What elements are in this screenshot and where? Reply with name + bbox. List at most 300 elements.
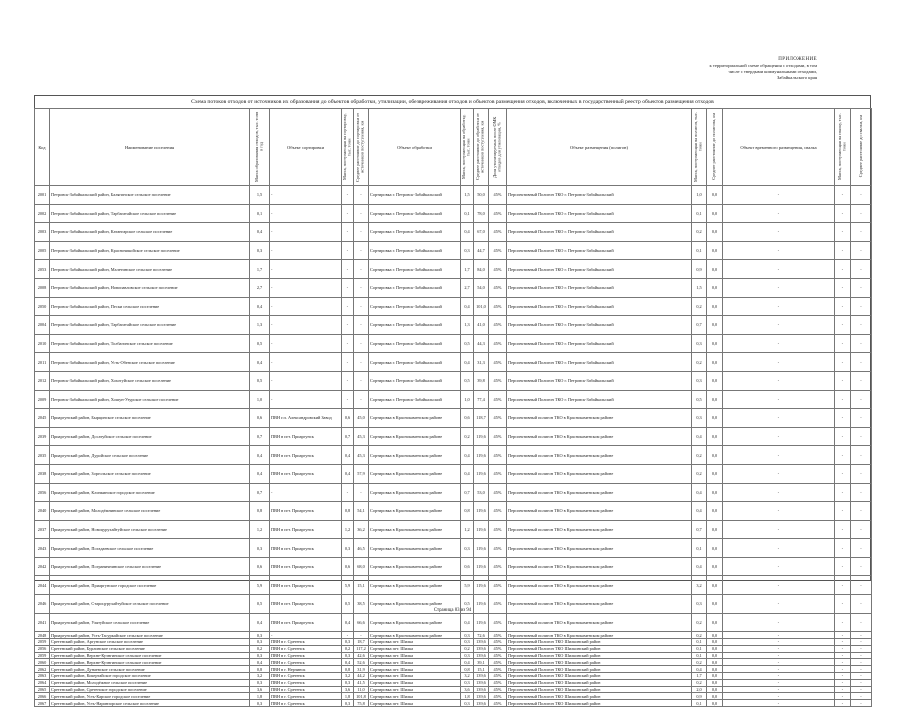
- row-dist-to-disposal: 0,0: [707, 334, 723, 353]
- row-sort-object: ПВН в г. Сретенск: [270, 686, 342, 693]
- row-mass-to-sort: 0,6: [342, 557, 354, 576]
- row-settlement: Петровск-Забайкальский район, Тарбагатайское сельское поселение: [50, 316, 250, 335]
- row-mass-formed: 1,2: [250, 520, 270, 539]
- table-row: [35, 645, 872, 652]
- row-mass-to-sort: -: [342, 483, 354, 502]
- row-process-object: Сортировка г. Петровск-Забайкальский: [369, 186, 461, 205]
- row-dist-to-sort: 46,5: [354, 539, 369, 558]
- row-sort-object: ПВН в пгт. Приаргунск: [270, 539, 342, 558]
- row-settlement: Приаргунский район, Кличкинское городское поселение: [50, 483, 250, 502]
- row-mass-to-process: 0,4: [461, 223, 474, 242]
- row-mass-to-process: 1,3: [461, 316, 474, 335]
- row-process-object: Сортировка в Краснокаменском районе: [369, 520, 461, 539]
- row-dist-to-sort: -: [354, 316, 369, 335]
- row-dist-to-disposal: 0,0: [707, 223, 723, 242]
- row-dist-to-process: 139,6: [474, 686, 489, 693]
- row-dist-to-temp: -: [851, 639, 872, 646]
- row-mass-formed: 0,3: [250, 241, 270, 260]
- row-dist-to-sort: -: [354, 260, 369, 279]
- row-settlement: Сретенский район, Усть-Наринзорское сельское поселение: [50, 700, 250, 707]
- row-dist-to-temp: -: [851, 632, 872, 639]
- row-mass-to-process: 0,8: [461, 666, 474, 673]
- row-temp-object: -: [723, 446, 835, 465]
- row-dist-to-temp: -: [851, 390, 872, 409]
- row-util-share: 45%: [489, 666, 507, 673]
- row-dist-to-sort: 101,8: [354, 693, 369, 700]
- table-row: [35, 700, 872, 707]
- row-process-object: Сортировка в Краснокаменском районе: [369, 632, 461, 639]
- row-settlement: Петровск-Забайкальский район, Усть-Обенское сельское поселение: [50, 353, 250, 372]
- row-dist-to-sort: 42,6: [354, 652, 369, 659]
- row-util-share: 45%: [489, 673, 507, 680]
- header-disposal-object: [507, 109, 692, 186]
- row-settlement: Приаргунский район, Дуройское сельское поселение: [50, 446, 250, 465]
- row-mass-to-process: 1,2: [461, 520, 474, 539]
- row-sort-object: -: [270, 316, 342, 335]
- header-mass-to-process: [461, 109, 474, 186]
- row-mass-to-sort: -: [342, 223, 354, 242]
- row-dist-to-process: 77,4: [474, 390, 489, 409]
- row-temp-object: -: [723, 427, 835, 446]
- row-util-share: 45%: [489, 679, 507, 686]
- row-disposal-object: Перспективный Полигон ТКО Шилкинский район: [507, 700, 692, 707]
- row-mass-to-disposal: 0,4: [692, 427, 707, 446]
- row-code: 2037: [35, 520, 50, 539]
- row-mass-to-temp: -: [835, 353, 851, 372]
- row-dist-to-temp: -: [851, 371, 872, 390]
- row-dist-to-disposal: 0,0: [707, 371, 723, 390]
- row-util-share: 45%: [489, 186, 507, 205]
- header-settlement: [50, 109, 250, 186]
- row-dist-to-process: 119,6: [474, 539, 489, 558]
- row-dist-to-sort: 45,3: [354, 446, 369, 465]
- row-sort-object: ПВН в г. Сретенск: [270, 652, 342, 659]
- row-dist-to-temp: -: [851, 539, 872, 558]
- row-code: 2039: [35, 427, 50, 446]
- row-temp-object: -: [723, 645, 835, 652]
- row-mass-to-disposal: 1,0: [692, 186, 707, 205]
- header-dist-to-sort-label: Среднее расстояние до сортировки от источников поступления, км: [355, 111, 365, 182]
- row-mass-to-process: 0,3: [461, 639, 474, 646]
- row-dist-to-process: 119,6: [474, 520, 489, 539]
- row-dist-to-temp: -: [851, 520, 872, 539]
- row-dist-to-temp: -: [851, 464, 872, 483]
- row-dist-to-sort: -: [354, 186, 369, 205]
- row-mass-to-disposal: 0,2: [692, 297, 707, 316]
- row-mass-to-temp: -: [835, 666, 851, 673]
- row-temp-object: -: [723, 223, 835, 242]
- row-mass-to-disposal: 0,3: [692, 595, 707, 614]
- row-code: 2011: [35, 353, 50, 372]
- row-settlement: Приаргунский район, Усть-Тасуркайское сельское поселение: [50, 632, 250, 639]
- row-dist-to-process: 139,6: [474, 679, 489, 686]
- row-dist-to-process: 50,0: [474, 186, 489, 205]
- row-mass-to-sort: 0,3: [342, 700, 354, 707]
- row-mass-to-disposal: 1,7: [692, 673, 707, 680]
- row-util-share: 45%: [489, 390, 507, 409]
- row-sort-object: ПВН в пгт. Приаргунск: [270, 520, 342, 539]
- row-process-object: Сортировка г. Петровск-Забайкальский: [369, 353, 461, 372]
- row-util-share: 45%: [489, 371, 507, 390]
- row-mass-to-temp: -: [835, 241, 851, 260]
- row-temp-object: -: [723, 390, 835, 409]
- row-settlement: Петровск-Забайкальский район, Балягинское сельское поселение: [50, 186, 250, 205]
- row-code: 2040: [35, 502, 50, 521]
- row-disposal-object: Перспективный Полигон ТКО г. Петровск-Забайкальский: [507, 316, 692, 335]
- row-mass-to-process: 0,3: [461, 679, 474, 686]
- row-disposal-object: Перспективный Полигон ТКО Шилкинский район: [507, 686, 692, 693]
- row-dist-to-sort: 18,7: [354, 639, 369, 646]
- row-process-object: Сортировка г. Петровск-Забайкальский: [369, 204, 461, 223]
- row-dist-to-disposal: 0,0: [707, 679, 723, 686]
- row-process-object: Сортировка в Краснокаменском районе: [369, 613, 461, 632]
- row-dist-to-temp: -: [851, 666, 872, 673]
- row-disposal-object: Перспективный Полигон ТКО г. Петровск-Забайкальский: [507, 204, 692, 223]
- row-code: 2035: [35, 446, 50, 465]
- table-row: [35, 297, 872, 316]
- row-disposal-object: Перспективный полигон ТКО в Краснокаменском районе: [507, 613, 692, 632]
- table-header-row: [35, 109, 872, 186]
- row-code: 2010: [35, 334, 50, 353]
- header-dist-to-temp-label: Среднее расстояние до свалки, км: [857, 115, 863, 178]
- row-dist-to-temp: -: [851, 693, 872, 700]
- row-dist-to-process: 44,3: [474, 334, 489, 353]
- row-temp-object: -: [723, 204, 835, 223]
- row-util-share: 45%: [489, 464, 507, 483]
- row-dist-to-disposal: 0,0: [707, 693, 723, 700]
- header-mass-to-temp-label: Масса, поступающая на свалку, тыс. тонн: [836, 113, 847, 180]
- row-dist-to-sort: 117,2: [354, 645, 369, 652]
- row-mass-formed: 0,5: [250, 371, 270, 390]
- row-settlement: Петровск-Забайкальский район, Тарбагатайское сельское поселение: [50, 204, 250, 223]
- row-sort-object: -: [270, 632, 342, 639]
- row-dist-to-temp: -: [851, 353, 872, 372]
- row-settlement: Сретенский район, Кокертайское городское поселение: [50, 673, 250, 680]
- row-util-share: 45%: [489, 223, 507, 242]
- row-mass-to-process: 0,7: [461, 483, 474, 502]
- row-process-object: Сортировка г. Петровск-Забайкальский: [369, 223, 461, 242]
- row-mass-to-disposal: 0,4: [692, 557, 707, 576]
- row-dist-to-process: 67,0: [474, 223, 489, 242]
- row-util-share: 45%: [489, 353, 507, 372]
- row-mass-to-sort: 0,6: [342, 409, 354, 428]
- row-mass-to-disposal: 0,1: [692, 241, 707, 260]
- row-sort-object: -: [270, 297, 342, 316]
- row-mass-to-sort: -: [342, 260, 354, 279]
- row-process-object: Сортировка г. Петровск-Забайкальский: [369, 371, 461, 390]
- row-mass-formed: 0,8: [250, 502, 270, 521]
- row-dist-to-process: 78,0: [474, 204, 489, 223]
- row-mass-formed: 0,3: [250, 539, 270, 558]
- row-dist-to-sort: -: [354, 241, 369, 260]
- row-dist-to-process: 139,6: [474, 693, 489, 700]
- row-disposal-object: Перспективный полигон ТКО в Краснокаменском районе: [507, 576, 692, 595]
- row-dist-to-sort: 38,5: [354, 595, 369, 614]
- table-row: [35, 371, 872, 390]
- row-disposal-object: Перспективный Полигон ТКО Шилкинский район: [507, 679, 692, 686]
- row-dist-to-process: 139,6: [474, 652, 489, 659]
- row-mass-formed: 1,8: [250, 693, 270, 700]
- row-mass-to-temp: -: [835, 427, 851, 446]
- page-number: Страница 83 из 94: [433, 608, 472, 613]
- row-mass-to-sort: -: [342, 241, 354, 260]
- row-dist-to-sort: -: [354, 390, 369, 409]
- table-row: [35, 353, 872, 372]
- row-settlement: Сретенский район, Молодёжное сельское поселение: [50, 679, 250, 686]
- table-row: [35, 693, 872, 700]
- row-dist-to-sort: -: [354, 353, 369, 372]
- row-mass-to-temp: -: [835, 652, 851, 659]
- row-dist-to-disposal: 0,0: [707, 427, 723, 446]
- row-disposal-object: Перспективный полигон ТКО в Краснокаменском районе: [507, 557, 692, 576]
- row-dist-to-sort: 36,2: [354, 520, 369, 539]
- row-util-share: 45%: [489, 659, 507, 666]
- row-disposal-object: Перспективный полигон ТКО в Краснокаменском районе: [507, 483, 692, 502]
- row-dist-to-temp: -: [851, 557, 872, 576]
- table-row: [35, 502, 872, 521]
- row-mass-to-temp: -: [835, 371, 851, 390]
- row-mass-to-process: 0,3: [461, 652, 474, 659]
- header-process-object-label: Объект обработки: [397, 144, 432, 150]
- row-mass-to-disposal: 0,3: [692, 371, 707, 390]
- row-dist-to-temp: -: [851, 595, 872, 614]
- row-mass-formed: 2,7: [250, 278, 270, 297]
- row-util-share: 45%: [489, 278, 507, 297]
- row-mass-formed: 0,3: [250, 632, 270, 639]
- header-dist-to-disposal-label: Среднее расстояние до полигона, км: [711, 113, 717, 180]
- row-code: 2065: [35, 686, 50, 693]
- row-temp-object: -: [723, 186, 835, 205]
- row-dist-to-temp: -: [851, 613, 872, 632]
- row-disposal-object: Перспективный полигон ТКО в Краснокаменском районе: [507, 446, 692, 465]
- table-row: [35, 659, 872, 666]
- row-sort-object: -: [270, 223, 342, 242]
- row-temp-object: -: [723, 409, 835, 428]
- row-mass-to-process: 0,5: [461, 334, 474, 353]
- row-sort-object: -: [270, 204, 342, 223]
- row-mass-to-sort: 0,7: [342, 427, 354, 446]
- row-dist-to-sort: 52,6: [354, 659, 369, 666]
- row-mass-to-temp: -: [835, 186, 851, 205]
- row-dist-to-temp: -: [851, 673, 872, 680]
- row-mass-to-process: 0,4: [461, 464, 474, 483]
- row-dist-to-temp: -: [851, 700, 872, 707]
- row-mass-formed: 0,3: [250, 652, 270, 659]
- header-disposal-object-label: Объект размещения (полигон): [570, 144, 628, 150]
- row-dist-to-disposal: 0,0: [707, 446, 723, 465]
- table-row: [35, 260, 872, 279]
- row-temp-object: -: [723, 278, 835, 297]
- row-mass-formed: 1,0: [250, 390, 270, 409]
- row-sort-object: ПВН в пгт. Приаргунск: [270, 557, 342, 576]
- row-mass-to-temp: -: [835, 204, 851, 223]
- row-mass-to-disposal: 0,4: [692, 483, 707, 502]
- row-settlement: Приаргунский район, Улятуйское сельское поселение: [50, 613, 250, 632]
- row-dist-to-temp: -: [851, 241, 872, 260]
- row-disposal-object: Перспективный Полигон ТКО г. Петровск-Забайкальский: [507, 353, 692, 372]
- row-temp-object: -: [723, 334, 835, 353]
- row-code: 2048: [35, 632, 50, 639]
- row-dist-to-sort: -: [354, 483, 369, 502]
- table-row: [35, 241, 872, 260]
- row-dist-to-process: 139,6: [474, 673, 489, 680]
- row-dist-to-sort: -: [354, 223, 369, 242]
- table-body: [35, 186, 872, 707]
- row-dist-to-process: 139,6: [474, 700, 489, 707]
- row-mass-to-temp: -: [835, 686, 851, 693]
- row-mass-to-sort: 3,6: [342, 686, 354, 693]
- row-mass-to-sort: -: [342, 632, 354, 639]
- header-mass-to-disposal-label: Масса, поступающая на полигон, тыс. тонн: [693, 111, 703, 182]
- row-process-object: Сортировка пгт. Шилка: [369, 645, 461, 652]
- row-mass-to-sort: 0,4: [342, 464, 354, 483]
- row-mass-formed: 0,4: [250, 446, 270, 465]
- row-mass-formed: 0,6: [250, 557, 270, 576]
- row-temp-object: -: [723, 639, 835, 646]
- row-disposal-object: Перспективный Полигон ТКО Шилкинский район: [507, 693, 692, 700]
- row-settlement: Петровск-Забайкальский район, Малетинское сельское поселение: [50, 260, 250, 279]
- header-mass-to-disposal: [692, 109, 707, 186]
- table-row: [35, 464, 872, 483]
- row-mass-to-sort: -: [342, 334, 354, 353]
- row-code: 2050: [35, 297, 50, 316]
- table-row: [35, 613, 872, 632]
- row-mass-formed: 3,2: [250, 673, 270, 680]
- row-mass-formed: 0,7: [250, 483, 270, 502]
- row-temp-object: -: [723, 464, 835, 483]
- row-dist-to-temp: -: [851, 223, 872, 242]
- row-sort-object: -: [270, 186, 342, 205]
- row-dist-to-process: 119,6: [474, 502, 489, 521]
- row-dist-to-sort: 45,0: [354, 409, 369, 428]
- row-mass-to-disposal: 0,1: [692, 639, 707, 646]
- row-settlement: Петровск-Забайкальский район, Хохотуйское сельское поселение: [50, 371, 250, 390]
- row-dist-to-sort: 75,8: [354, 700, 369, 707]
- row-mass-to-temp: -: [835, 557, 851, 576]
- row-dist-to-disposal: 0,0: [707, 316, 723, 335]
- row-sort-object: ПВН в пгт. Приаргунск: [270, 446, 342, 465]
- row-util-share: 45%: [489, 693, 507, 700]
- row-mass-to-sort: 5,9: [342, 576, 354, 595]
- row-sort-object: ПВН в г. Сретенск: [270, 693, 342, 700]
- row-process-object: Сортировка пгт. Шилка: [369, 652, 461, 659]
- row-dist-to-disposal: 0,0: [707, 390, 723, 409]
- row-sort-object: ПВН в пгт. Приаргунск: [270, 464, 342, 483]
- row-mass-to-disposal: 0,3: [692, 334, 707, 353]
- row-mass-to-disposal: 0,1: [692, 645, 707, 652]
- row-process-object: Сортировка г. Петровск-Забайкальский: [369, 297, 461, 316]
- row-disposal-object: Перспективный Полигон ТКО г. Петровск-Забайкальский: [507, 223, 692, 242]
- row-code: 2041: [35, 613, 50, 632]
- row-mass-to-temp: -: [835, 390, 851, 409]
- row-dist-to-sort: -: [354, 204, 369, 223]
- row-dist-to-sort: -: [354, 297, 369, 316]
- row-dist-to-temp: -: [851, 334, 872, 353]
- row-process-object: Сортировка пгт. Шилка: [369, 659, 461, 666]
- row-mass-formed: 0,7: [250, 427, 270, 446]
- row-sort-object: ПВН в пгт. Приаргунск: [270, 613, 342, 632]
- row-mass-to-temp: -: [835, 595, 851, 614]
- row-code: 2002: [35, 204, 50, 223]
- row-mass-to-sort: 0,8: [342, 502, 354, 521]
- row-util-share: 45%: [489, 316, 507, 335]
- row-dist-to-disposal: 0,0: [707, 613, 723, 632]
- row-mass-formed: 0,2: [250, 645, 270, 652]
- row-mass-to-process: 0,4: [461, 353, 474, 372]
- table-row: [35, 204, 872, 223]
- table-row: [35, 520, 872, 539]
- row-temp-object: -: [723, 520, 835, 539]
- row-dist-to-sort: -: [354, 371, 369, 390]
- row-sort-object: ПВН в г. Сретенск: [270, 679, 342, 686]
- row-mass-to-temp: -: [835, 645, 851, 652]
- row-dist-to-disposal: 0,0: [707, 632, 723, 639]
- row-mass-to-temp: -: [835, 520, 851, 539]
- row-sort-object: -: [270, 353, 342, 372]
- row-dist-to-sort: 31,9: [354, 666, 369, 673]
- row-dist-to-process: 139,6: [474, 639, 489, 646]
- row-util-share: 45%: [489, 241, 507, 260]
- row-code: 2045: [35, 409, 50, 428]
- row-mass-formed: 0,5: [250, 595, 270, 614]
- row-dist-to-sort: 41,5: [354, 679, 369, 686]
- row-dist-to-temp: -: [851, 204, 872, 223]
- row-dist-to-sort: 15,1: [354, 576, 369, 595]
- row-dist-to-temp: -: [851, 186, 872, 205]
- row-mass-to-sort: 1,8: [342, 693, 354, 700]
- row-util-share: 45%: [489, 446, 507, 465]
- row-mass-formed: 0,3: [250, 679, 270, 686]
- row-settlement: Приаргунский район, Приаргунское городское поселение: [50, 576, 250, 595]
- row-dist-to-disposal: 0,0: [707, 539, 723, 558]
- row-mass-to-temp: -: [835, 409, 851, 428]
- row-process-object: Сортировка пгт. Шилка: [369, 693, 461, 700]
- row-disposal-object: Перспективный Полигон ТКО г. Петровск-Забайкальский: [507, 297, 692, 316]
- row-sort-object: ПВН в г. Сретенск: [270, 645, 342, 652]
- row-process-object: Сортировка г. Петровск-Забайкальский: [369, 390, 461, 409]
- header-mass-to-temp: [835, 109, 851, 186]
- row-code: 2059: [35, 639, 50, 646]
- row-sort-object: -: [270, 241, 342, 260]
- row-dist-to-disposal: 0,0: [707, 260, 723, 279]
- row-settlement: Петровск-Забайкальский район, Новопавловское сельское поселение: [50, 278, 250, 297]
- row-code: 2064: [35, 679, 50, 686]
- row-dist-to-process: 54,0: [474, 278, 489, 297]
- row-settlement: Приаргунский район, Молодёжнинское сельское поселение: [50, 502, 250, 521]
- row-sort-object: ПВН в г. Нерчинск: [270, 666, 342, 673]
- row-process-object: Сортировка пгт. Шилка: [369, 700, 461, 707]
- row-mass-formed: 0,5: [250, 334, 270, 353]
- row-dist-to-process: 39,1: [474, 659, 489, 666]
- row-process-object: Сортировка в Краснокаменском районе: [369, 576, 461, 595]
- row-util-share: 45%: [489, 297, 507, 316]
- row-disposal-object: Перспективный полигон ТКО в Краснокаменском районе: [507, 632, 692, 639]
- row-disposal-object: Перспективный полигон ТКО в Краснокаменском районе: [507, 502, 692, 521]
- row-dist-to-temp: -: [851, 278, 872, 297]
- row-mass-formed: 0,6: [250, 409, 270, 428]
- appendix-header: [647, 57, 817, 81]
- row-mass-to-sort: 0,8: [342, 666, 354, 673]
- row-mass-to-process: 0,3: [461, 241, 474, 260]
- table-row: [35, 632, 872, 639]
- row-sort-object: -: [270, 371, 342, 390]
- row-disposal-object: Перспективный Полигон ТКО г. Петровск-Забайкальский: [507, 260, 692, 279]
- row-disposal-object: Перспективный Полигон ТКО г. Петровск-Забайкальский: [507, 371, 692, 390]
- row-mass-formed: 5,9: [250, 576, 270, 595]
- row-dist-to-disposal: 0,0: [707, 645, 723, 652]
- header-dist-to-temp: [851, 109, 872, 186]
- row-settlement: Сретенский район, Верхне-Куэнгинское сельское поселение: [50, 659, 250, 666]
